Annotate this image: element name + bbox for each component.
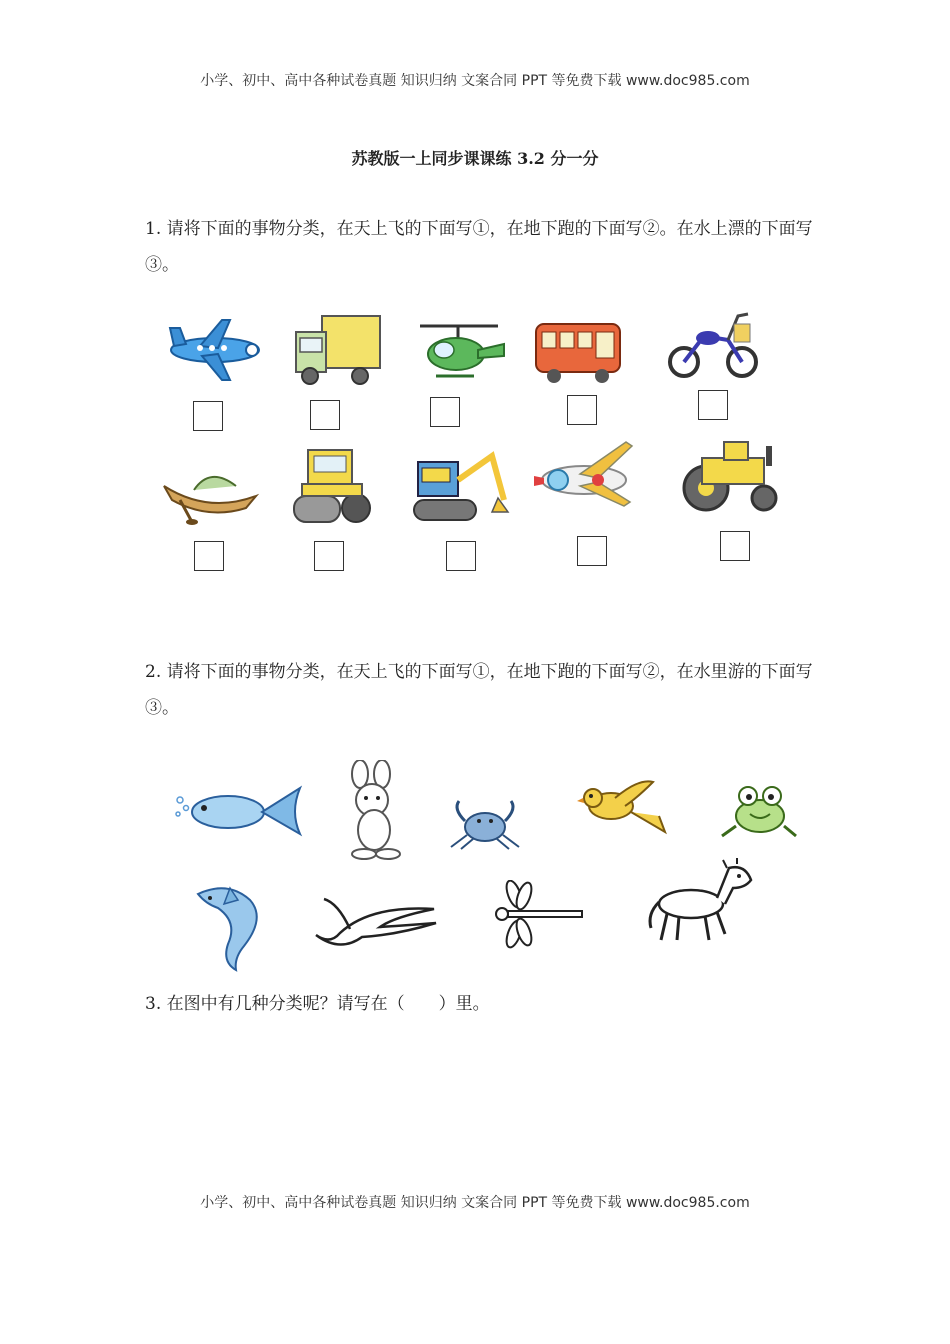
swallow-icon (310, 895, 440, 955)
question-1: 1. 请将下面的事物分类，在天上飞的下面写①，在地下跑的下面写②。在水上漂的下面写③。 (145, 219, 813, 275)
crab-icon (445, 795, 527, 851)
answer-box[interactable] (194, 541, 224, 571)
answer-box[interactable] (310, 400, 340, 430)
fish-icon (172, 780, 307, 840)
answer-box[interactable] (577, 536, 607, 566)
helicopter-icon (412, 316, 507, 386)
excavator-icon (408, 450, 513, 528)
frog-icon (718, 780, 798, 842)
boat-icon (158, 456, 263, 526)
tractor-icon (676, 436, 784, 516)
airplane-icon (160, 306, 270, 386)
motorcycle-icon (664, 306, 764, 382)
bus-icon (530, 314, 630, 386)
rabbit-icon (330, 760, 420, 860)
answer-box[interactable] (430, 397, 460, 427)
jet-plane-icon (528, 434, 650, 514)
page-footer: 小学、初中、高中各种试卷真题 知识归纳 文案合同 PPT 等免费下载 www.doc985.com (200, 1195, 750, 1211)
page-title: 苏教版一上同步课课练 3.2 分一分 (351, 149, 599, 168)
answer-box[interactable] (698, 390, 728, 420)
question-2: 2. 请将下面的事物分类，在天上飞的下面写①，在地下跑的下面写②，在水里游的下面写③。 (145, 662, 813, 718)
answer-box[interactable] (314, 541, 344, 571)
dolphin-icon (188, 882, 268, 974)
bird-icon (575, 776, 670, 838)
answer-box[interactable] (567, 395, 597, 425)
truck-icon (288, 310, 388, 390)
question-3: 3. 在图中有几种分类呢？请写在（ ）里。 (145, 994, 490, 1014)
horse-icon (645, 858, 760, 944)
page-header: 小学、初中、高中各种试卷真题 知识归纳 文案合同 PPT 等免费下载 www.doc985.com (200, 73, 750, 89)
answer-box[interactable] (193, 401, 223, 431)
dragonfly-icon (488, 880, 586, 950)
answer-box[interactable] (446, 541, 476, 571)
road-roller-icon (288, 446, 376, 526)
answer-box[interactable] (720, 531, 750, 561)
